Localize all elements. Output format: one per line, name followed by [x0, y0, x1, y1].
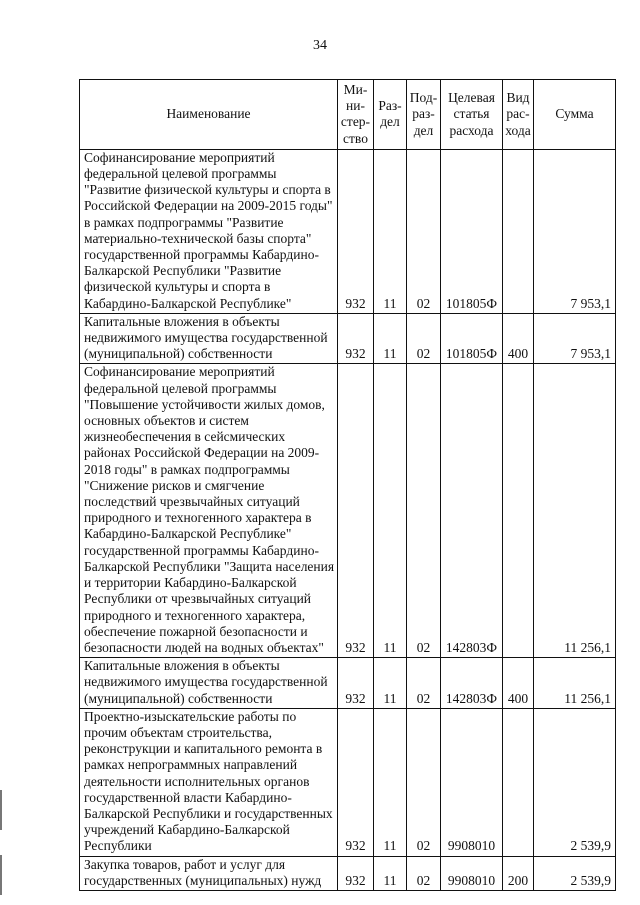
row-sum: 2 539,9	[534, 856, 616, 890]
row-section: 11	[374, 856, 407, 890]
row-type	[503, 708, 534, 856]
row-sum: 7 953,1	[534, 149, 616, 313]
row-sum: 2 539,9	[534, 708, 616, 856]
row-subsection: 02	[407, 658, 441, 709]
row-ministry: 932	[338, 313, 374, 364]
row-target: 101805Ф	[441, 149, 503, 313]
header-subsection: Под- раз- дел	[407, 80, 441, 150]
row-target: 142803Ф	[441, 364, 503, 658]
row-subsection: 02	[407, 364, 441, 658]
table-row	[80, 708, 616, 856]
row-ministry: 932	[338, 856, 374, 890]
row-ministry: 932	[338, 708, 374, 856]
header-row	[80, 80, 616, 150]
row-name: Капитальные вложения в объекты недвижимого имущества государственной (муниципальной) собственности	[80, 313, 338, 364]
row-section: 11	[374, 364, 407, 658]
row-sum: 11 256,1	[534, 364, 616, 658]
row-type	[503, 364, 534, 658]
header-target: Целевая статья расхода	[441, 80, 503, 150]
scan-edge-mark	[0, 855, 2, 895]
table-row	[80, 149, 616, 313]
row-type: 200	[503, 856, 534, 890]
table-row	[80, 313, 616, 364]
row-sum: 11 256,1	[534, 658, 616, 709]
header-ministry: Ми- ни- стер- ство	[338, 80, 374, 150]
row-ministry: 932	[338, 149, 374, 313]
row-subsection: 02	[407, 149, 441, 313]
header-name: Наименование	[80, 80, 338, 150]
scan-edge-mark	[0, 790, 2, 830]
row-type	[503, 149, 534, 313]
page-number: 34	[313, 38, 327, 53]
row-subsection: 02	[407, 708, 441, 856]
row-section: 11	[374, 149, 407, 313]
row-section: 11	[374, 313, 407, 364]
row-target: 142803Ф	[441, 658, 503, 709]
table-row	[80, 364, 616, 658]
row-target: 9908010	[441, 856, 503, 890]
row-name: Софинансирование мероприятий федеральной целевой программы "Повышение устойчивости жилых домов, основных объектов и систем жизнеобеспечения в сейсмических районах Российской Федерации на 2009-2018 годы" в рамках подпрограммы "Снижение рисков и смягчение последствий чрезвычайных ситуаций природного и техногенного характера в Кабардино-Балкарской Республике" государственной программы Кабардино-Балкарской Республики "Защита населения и территории Кабардино-Балкарской Республики от чрезвычайных ситуаций природного и техногенного характера, обеспечение пожарной безопасности и безопасности людей на водных объектах"	[80, 364, 338, 658]
table-row	[80, 856, 616, 890]
header-section: Раз- дел	[374, 80, 407, 150]
row-ministry: 932	[338, 658, 374, 709]
header-type: Вид рас- хода	[503, 80, 534, 150]
row-type: 400	[503, 658, 534, 709]
table-row	[80, 658, 616, 709]
budget-table	[79, 79, 616, 891]
row-target: 9908010	[441, 708, 503, 856]
row-section: 11	[374, 708, 407, 856]
header-sum: Сумма	[534, 80, 616, 150]
row-name: Закупка товаров, работ и услуг для государственных (муниципальных) нужд	[80, 856, 338, 890]
row-name: Софинансирование мероприятий федеральной целевой программы "Развитие физической культуры и спорта в Российской Федерации на 2009-2015 годы" в рамках подпрограммы "Развитие материально-технической базы спорта" государственной программы Кабардино-Балкарской Республики "Развитие физической культуры и спорта в Кабардино-Балкарской Республике"	[80, 149, 338, 313]
row-name: Капитальные вложения в объекты недвижимого имущества государственной (муниципальной) собственности	[80, 658, 338, 709]
row-subsection: 02	[407, 856, 441, 890]
row-subsection: 02	[407, 313, 441, 364]
row-target: 101805Ф	[441, 313, 503, 364]
row-sum: 7 953,1	[534, 313, 616, 364]
row-type: 400	[503, 313, 534, 364]
row-name: Проектно-изыскательские работы по прочим объектам строительства, реконструкции и капитального ремонта в рамках непрограммных направлений деятельности исполнительных органов государственной власти Кабардино-Балкарской Республики и государственных учреждений Кабардино-Балкарской Республики	[80, 708, 338, 856]
row-section: 11	[374, 658, 407, 709]
row-ministry: 932	[338, 364, 374, 658]
